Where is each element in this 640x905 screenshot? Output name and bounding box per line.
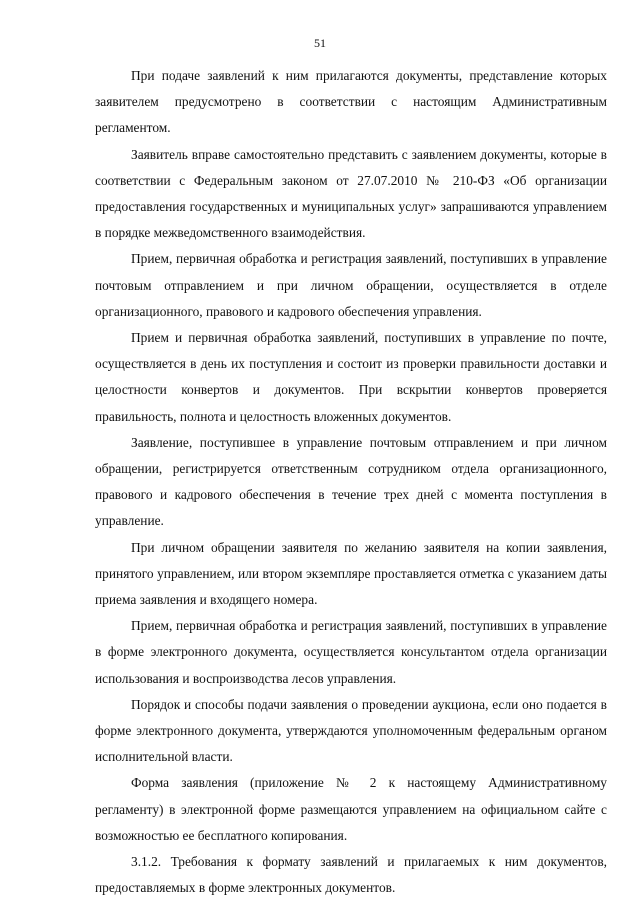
body-text xyxy=(95,63,607,902)
paragraph-registration-deadline: Заявление, поступившее в управление почтовым отправлением и при личном обращении, регистрируется ответственным сотрудником отдела организационного, правового и кадрового обеспечения в течение трех дней с момента поступления в управление. xyxy=(95,434,607,529)
paragraph-auction-application: Порядок и способы подачи заявления о проведении аукциона, если оно подается в форме электронного документа, утверждаются уполномоченным федеральным органом исполнительной власти. xyxy=(95,696,607,765)
paragraph-registration-post-personal: Прием, первичная обработка и регистрация заявлений, поступивших в управление почтовым отправлением и при личном обращении, осуществляется в отделе организационного, правового и кадрового обеспечения управления. xyxy=(95,251,607,319)
paragraph-section-3-1-2: 3.1.2. Требования к формату заявлений и прилагаемых к ним документов, предоставляемых в форме электронных документов. xyxy=(95,854,607,896)
paragraph-application-form: Форма заявления (приложение № 2 к настоящему Административному регламенту) в электронной форме размещаются управлением на официальном сайте с возможностью ее бесплатного копирования. xyxy=(95,775,607,843)
paragraph-applicant-right: Заявитель вправе самостоятельно представить с заявлением документы, которые в соответствии с Федеральным законом от 27.07.2010 № 210-ФЗ «Об организации предоставления государственных и муниципальных услуг» запрашиваются управлением в порядке межведомственного взаимодействия. xyxy=(95,146,607,241)
page-number: 51 xyxy=(314,36,326,50)
paragraph-mail-processing: Прием и первичная обработка заявлений, поступивших в управление по почте, осуществляется в день их поступления и состоит из проверки правильности доставки и целостности конвертов и документов. При вскрытии конвертов проверяется правильность, полнота и целостность вложенных документов. xyxy=(95,330,607,424)
paragraph-documents-attached: При подаче заявлений к ним прилагаются документы, представление которых заявителем предусмотрено в соответствии с настоящим Административным регламентом. xyxy=(95,68,607,136)
paragraph-receipt-mark: При личном обращении заявителя по желанию заявителя на копии заявления, принятого управлением, или втором экземпляре проставляется отметка с указанием даты приема заявления и входящего номера. xyxy=(95,539,607,608)
paragraph-electronic-registration: Прием, первичная обработка и регистрация заявлений, поступивших в управление в форме электронного документа, осуществляется консультантом отдела организации использования и воспроизводства лесов управления. xyxy=(95,618,607,686)
